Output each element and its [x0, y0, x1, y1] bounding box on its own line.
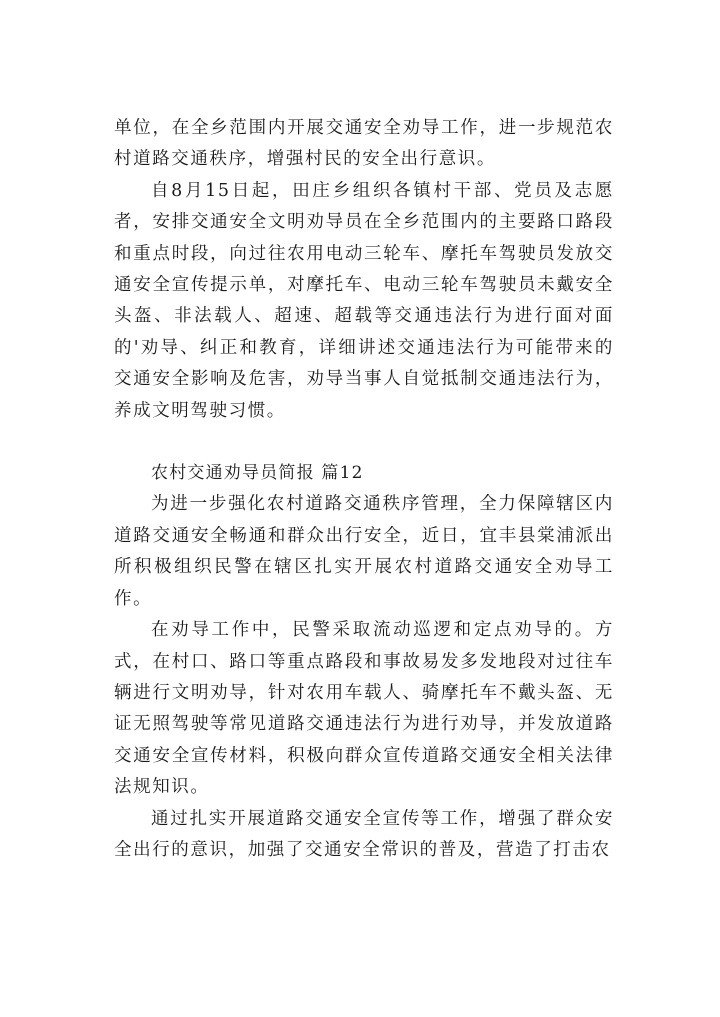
- paragraph-intro: 为进一步强化农村道路交通秩序管理，全力保障辖区内道路交通安全畅通和群众出行安全，近日，宜丰县棠浦派出所积极组织民警在辖区扎实开展农村道路交通安全劝导工作。: [114, 494, 614, 609]
- paragraph-continuation: 单位，在全乡范围内开展交通安全劝导工作，进一步规范农村道路交通秩序，增强村民的安全出行意识。: [114, 118, 614, 170]
- section-spacer: [114, 427, 614, 458]
- paragraph-result: 通过扎实开展道路交通安全宣传等工作，增强了群众安全出行的意识，加强了交通安全常识的普及，营造了打击农: [114, 808, 614, 860]
- paragraph-tianzhuang: 自8月15日起，田庄乡组织各镇村干部、党员及志愿者，安排交通安全文明劝导员在全乡范围内的主要路口路段和重点时段，向过往农用电动三轮车、摩托车驾驶员发放交通安全宣传提示单，对摩托车、电动三轮车驾驶员未戴安全头盔、非法载人、超速、超载等交通违法行为进行面对面的'劝导、纠正和教育，详细讲述交通违法行为可能带来的交通安全影响及危害，劝导当事人自觉抵制交通违法行为，养成文明驾驶习惯。: [114, 180, 614, 421]
- paragraph-method: 在劝导工作中，民警采取流动巡逻和定点劝导的。方式，在村口、路口等重点路段和事故易发多发地段对过往车辆进行文明劝导，针对农用车载人、骑摩托车不戴头盔、无证无照驾驶等常见道路交通违法行为进行劝导，并发放道路交通安全宣传材料，积极向群众宣传道路交通安全相关法律法规知识。: [114, 620, 614, 798]
- document-body: [114, 113, 614, 866]
- section-heading: 农村交通劝导员简报 篇12: [151, 463, 364, 484]
